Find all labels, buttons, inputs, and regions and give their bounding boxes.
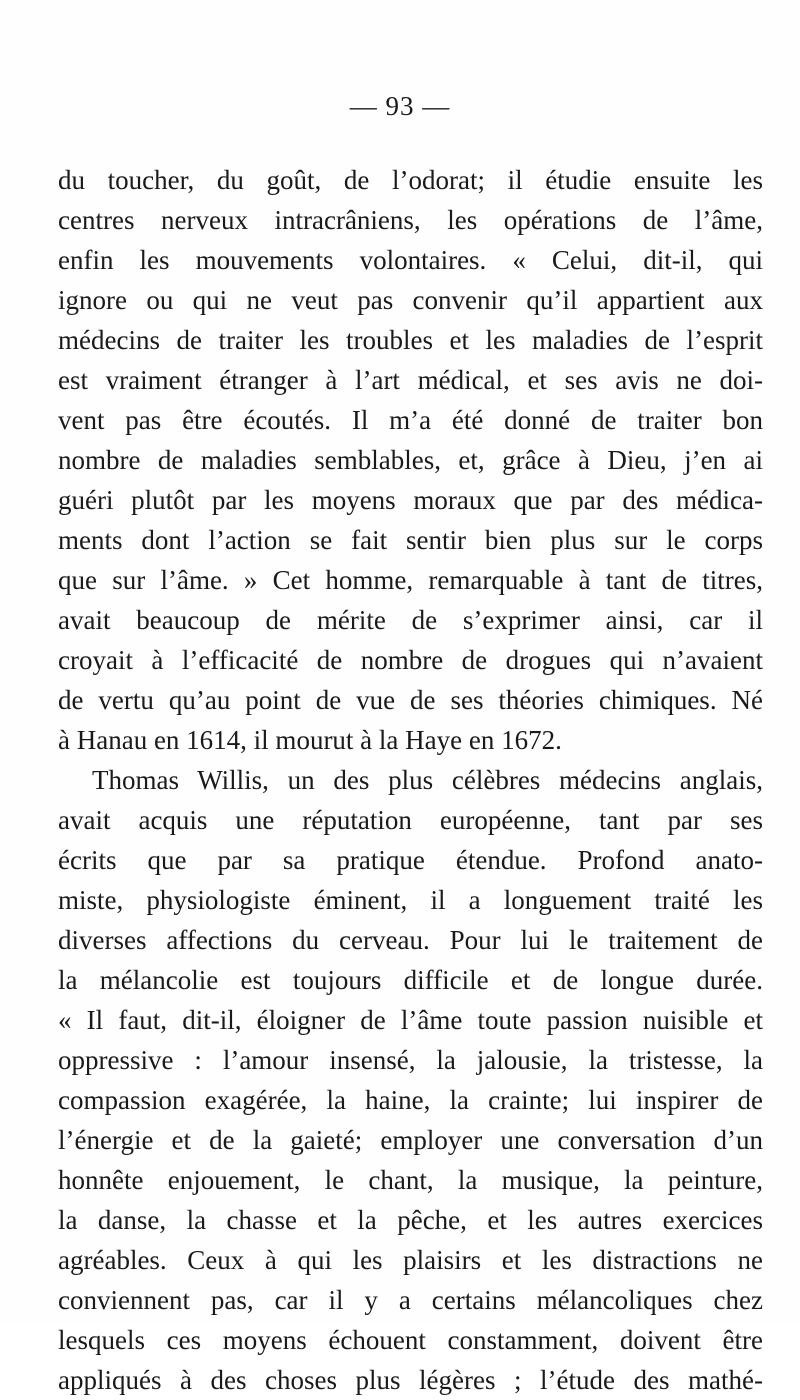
text-line: avait beaucoup de mérite de s’exprimer ainsi, car il <box>58 605 763 635</box>
body-text <box>58 160 763 1400</box>
text-line: écrits que par sa pratique étendue. Profond anato- <box>58 845 763 875</box>
text-line: avait acquis une réputation européenne, tant par ses <box>58 805 763 835</box>
text-line: guéri plutôt par les moyens moraux que par des médica- <box>58 485 763 515</box>
text-line: à Hanau en 1614, il mourut à la Haye en 1672. <box>58 725 562 755</box>
text-line: que sur l’âme. » Cet homme, remarquable à tant de titres, <box>58 565 763 595</box>
text-line: vent pas être écoutés. Il m’a été donné de traiter bon <box>58 405 763 435</box>
text-line: oppressive : l’amour insensé, la jalousie, la tristesse, la <box>58 1045 763 1075</box>
text-line: croyait à l’efficacité de nombre de drogues qui n’avaient <box>58 645 763 675</box>
text-line: la danse, la chasse et la pêche, et les autres exercices <box>58 1205 763 1235</box>
text-line: nombre de maladies semblables, et, grâce à Dieu, j’en ai <box>58 445 763 475</box>
text-line: l’énergie et de la gaieté; employer une conversation d’un <box>58 1125 763 1155</box>
text-line: centres nerveux intracrâniens, les opérations de l’âme, <box>58 205 763 235</box>
text-line: est vraiment étranger à l’art médical, et ses avis ne doi- <box>58 365 763 395</box>
text-line: miste, physiologiste éminent, il a longuement traité les <box>58 885 763 915</box>
text-line: enfin les mouvements volontaires. « Celui, dit-il, qui <box>58 245 763 275</box>
text-line: ignore ou qui ne veut pas convenir qu’il appartient aux <box>58 285 763 315</box>
text-line: conviennent pas, car il y a certains mélancoliques chez <box>58 1285 763 1315</box>
text-line: médecins de traiter les troubles et les maladies de l’esprit <box>58 325 763 355</box>
text-line: honnête enjouement, le chant, la musique, la peinture, <box>58 1165 763 1195</box>
text-line: Thomas Willis, un des plus célèbres médecins anglais, <box>92 765 763 795</box>
text-line: appliqués à des choses plus légères ; l’étude des mathé- <box>58 1365 763 1395</box>
text-line: compassion exagérée, la haine, la crainte; lui inspirer de <box>58 1085 763 1115</box>
text-line: ments dont l’action se fait sentir bien plus sur le corps <box>58 525 763 555</box>
text-line: diverses affections du cerveau. Pour lui le traitement de <box>58 925 763 955</box>
text-line: du toucher, du goût, de l’odorat; il étudie ensuite les <box>58 165 763 195</box>
page-number: — 93 — <box>349 91 451 121</box>
text-line: de vertu qu’au point de vue de ses théories chimiques. Né <box>58 685 763 715</box>
text-line: agréables. Ceux à qui les plaisirs et les distractions ne <box>58 1245 763 1275</box>
text-line: « Il faut, dit-il, éloigner de l’âme toute passion nuisible et <box>58 1005 763 1035</box>
text-line: la mélancolie est toujours difficile et de longue durée. <box>58 965 763 995</box>
text-line: lesquels ces moyens échouent constamment, doivent être <box>58 1325 763 1355</box>
